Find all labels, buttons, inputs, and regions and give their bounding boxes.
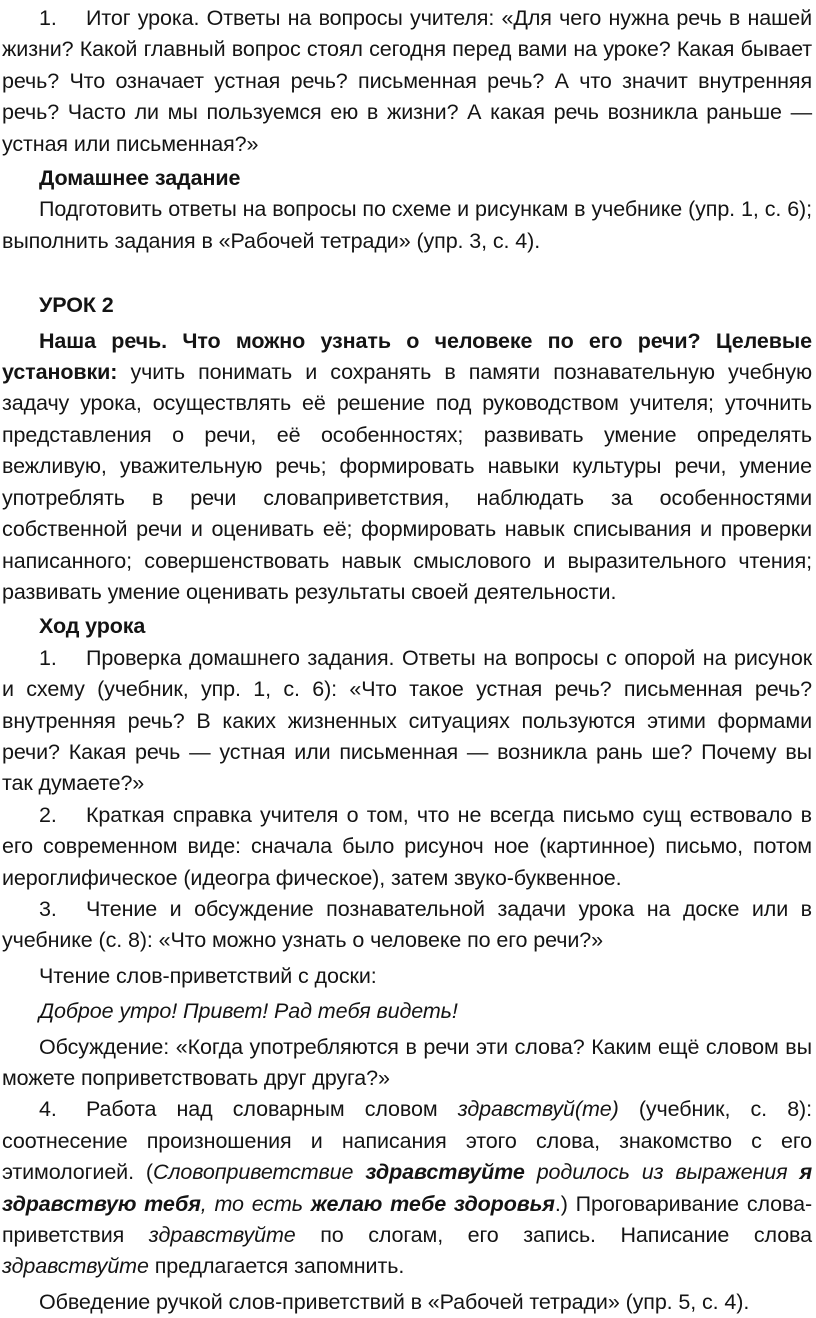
step-4-paragraph xyxy=(2,1094,812,1282)
step-4-word: здравствуй(те) xyxy=(457,1097,619,1122)
course-heading: Ход урока xyxy=(39,614,146,639)
step-4-etym-6: желаю тебе здоровья xyxy=(310,1191,555,1216)
step-4-etym-5: , то есть xyxy=(200,1191,311,1216)
summary-text: Итог урока. Ответы на вопросы учителя: «Для чего нужна речь в нашей жизни? Какой главный вопрос стоял сегодня перед вами на уроке? Какая бывает речь? Что означает устная речь? письменная речь? А что значит внутренняя речь? Часто ли мы пользуемся ею в жизни? А какая речь возникла раньше — устная или письменная?» xyxy=(2,6,812,156)
discussion-text: Обсуждение: «Когда употребляются в речи эти слова? Каким ещё словом вы можете поприветствовать друг друга?» xyxy=(2,1034,812,1090)
greetings-text: Доброе утро! Привет! Рад тебя видеть! xyxy=(39,999,458,1024)
homework-text: Подготовить ответы на вопросы по схеме и рисункам в учебнике (упр. 1, с. 6); выполнить задания в «Рабочей тетради» (упр. 3, с. 4). xyxy=(2,197,812,253)
step-4-etym-1: Словоприветствие xyxy=(152,1160,366,1185)
step-4-word-2: здравствуйте xyxy=(148,1223,296,1248)
step-2-text: Краткая справка учителя о том, что не всегда письмо сущ ествовало в его современном виде: сначала было рисуноч ное (картинное) письмо, потом иероглифическое (идеогра фическое), затем звуко-буквенное. xyxy=(2,802,812,890)
step-4-etym-3: родилось из выражения xyxy=(524,1160,800,1185)
step-1-text: Проверка домашнего задания. Ответы на вопросы с опорой на рисунок и схему (учебник, упр. 1, с. 6): «Что такое устная речь? письменная речь? внутренняя речь? В каких жизненных ситуациях пользуются этими формами речи? Какая речь — устная или письменная — возникла рань ше? Почему вы так думаете?» xyxy=(2,645,812,796)
reading-label: Чтение слов-приветствий с доски: xyxy=(39,963,377,988)
step-4-number: 4. xyxy=(39,1097,57,1122)
step-2-number: 2. xyxy=(39,802,57,827)
summary-paragraph xyxy=(2,3,812,160)
step-4-text-5: предлагается запомнить. xyxy=(148,1254,405,1279)
lesson-goals-paragraph xyxy=(2,326,812,609)
step-1-number: 1. xyxy=(39,645,57,670)
step-4-text-4: по слогам, его запись. Написание слова xyxy=(295,1223,812,1248)
summary-number: 1. xyxy=(39,6,57,30)
step-2-paragraph xyxy=(2,800,812,894)
lesson-title: Наша речь. Что можно узнать о человеке по его речи? Целевые установки: xyxy=(2,328,812,385)
step-4-text-2: (учебник, с. 8): соотнесение произношения и написания этого слова, знакомство с его этимологией. ( xyxy=(2,1097,812,1185)
step-3-paragraph xyxy=(2,894,812,957)
step-1-paragraph xyxy=(2,643,812,800)
step-4-text-3: .) Проговаривание слова-приветствия xyxy=(2,1191,813,1248)
step-4-etym-4: я здравствую тебя xyxy=(2,1160,813,1216)
step-3-number: 3. xyxy=(39,896,57,921)
step-4-etym-2: здравствуйте xyxy=(365,1160,525,1185)
step-3-text: Чтение и обсуждение познавательной задачи урока на доске или в учебнике (с. 8): «Что можно узнать о человеке по его речи?» xyxy=(2,896,812,953)
homework-heading: Домашнее задание xyxy=(39,166,241,191)
step-4-text-1: Работа над словарным словом xyxy=(86,1097,458,1122)
outline-text: Обведение ручкой слов-приветствий в «Рабочей тетради» (упр. 5, с. 4). xyxy=(39,1289,750,1314)
lesson-heading: УРОК 2 xyxy=(39,293,114,318)
lesson-goals-text: учить понимать и сохранять в памяти познавательную учебную задачу урока, осуществлять её решение под руководством учителя; уточнить представления о речи, её особенностях; развивать умение определять вежливую, уважительную речь; формировать навыки культуры речи, умение употреблять в речи словаприветствия, наблюдать за особенностями собственной речи и оценивать её; формировать навык списывания и проверки написанного; совершенствовать навык смыслового и выразительного чтения; развивать умение оценивать результаты своей деятельности. xyxy=(2,360,812,604)
step-4-word-3: здравствуйте xyxy=(2,1254,149,1279)
